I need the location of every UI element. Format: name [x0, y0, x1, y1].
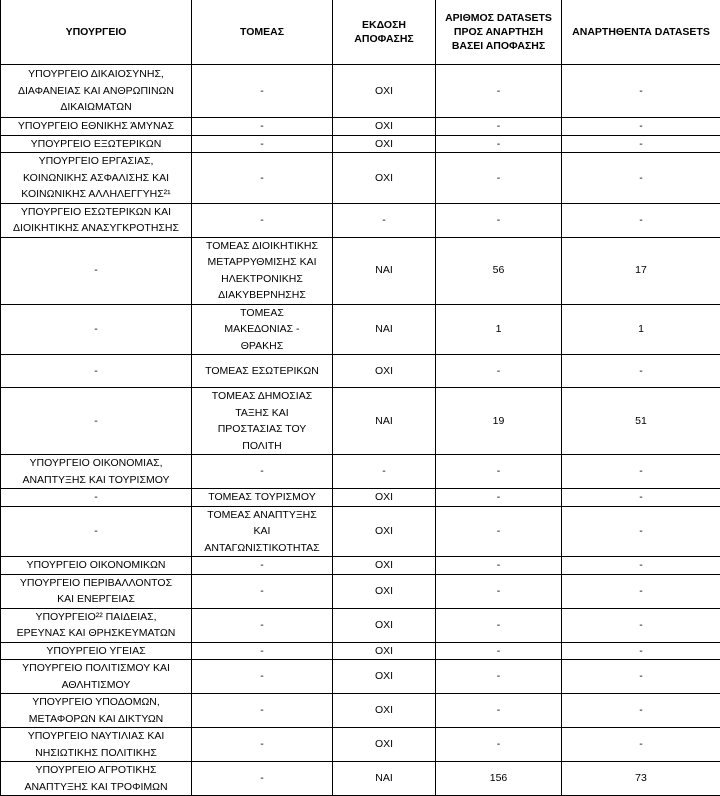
- decision-cell-text: ΟΧΙ: [336, 489, 432, 506]
- decision-cell: [333, 608, 436, 642]
- decision-cell: [333, 728, 436, 762]
- datasets-to-publish-cell-text: -: [439, 736, 558, 753]
- ministry-cell: [1, 489, 192, 507]
- table-row: [1, 506, 720, 557]
- published-datasets-cell: [562, 762, 720, 796]
- ministry-cell-text: ΥΠΟΥΡΓΕΙΟ ΝΑΥΤΙΛΙΑΣ ΚΑΙ ΝΗΣΙΩΤΙΚΗΣ ΠΟΛΙΤΙΚΗΣ: [4, 728, 188, 761]
- sector-cell: [192, 65, 333, 118]
- datasets-to-publish-cell: [436, 608, 562, 642]
- datasets-to-publish-cell: [436, 304, 562, 355]
- decision-cell-text: -: [336, 463, 432, 480]
- ministry-cell-text: ΥΠΟΥΡΓΕΙΟ ΕΣΩΤΕΡΙΚΩΝ ΚΑΙ ΔΙΟΙΚΗΤΙΚΗΣ ΑΝΑΣΥΓΚΡΟΤΗΣΗΣ: [4, 204, 188, 237]
- datasets-to-publish-cell-text: 19: [439, 413, 558, 430]
- published-datasets-cell-text: -: [565, 170, 717, 187]
- decision-cell-text: ΟΧΙ: [336, 136, 432, 153]
- decision-cell: [333, 118, 436, 136]
- sector-cell-text: -: [195, 583, 329, 600]
- ministry-cell-text: ΥΠΟΥΡΓΕΙΟ ΥΠΟΔΟΜΩΝ, ΜΕΤΑΦΟΡΩΝ ΚΑΙ ΔΙΚΤΥΩΝ: [4, 694, 188, 727]
- decision-cell: [333, 660, 436, 694]
- sector-cell: [192, 728, 333, 762]
- ministry-cell: [1, 118, 192, 136]
- decision-cell-text: -: [336, 212, 432, 229]
- decision-cell-text: ΟΧΙ: [336, 170, 432, 187]
- header-decision: ΕΚΔΟΣΗ ΑΠΟΦΑΣΗΣ: [333, 0, 436, 65]
- datasets-to-publish-cell: [436, 355, 562, 388]
- ministry-cell: [1, 642, 192, 660]
- ministry-cell-text: -: [4, 413, 188, 430]
- datasets-to-publish-cell: [436, 118, 562, 136]
- decision-cell: [333, 153, 436, 204]
- ministry-cell-text: ΥΠΟΥΡΓΕΙΟ ΕΘΝΙΚΗΣ ΆΜΥΝΑΣ: [4, 118, 188, 135]
- sector-cell-text: ΤΟΜΕΑΣ ΤΟΥΡΙΣΜΟΥ: [195, 489, 329, 506]
- sector-cell: [192, 762, 333, 796]
- decision-cell-text: ΟΧΙ: [336, 617, 432, 634]
- published-datasets-cell-text: -: [565, 363, 717, 380]
- published-datasets-cell-text: -: [565, 583, 717, 600]
- sector-cell: [192, 388, 333, 455]
- sector-cell-text: -: [195, 170, 329, 187]
- datasets-to-publish-cell: [436, 642, 562, 660]
- published-datasets-cell: [562, 135, 720, 153]
- ministry-cell-text: ΥΠΟΥΡΓΕΙΟ ΥΓΕΙΑΣ: [4, 643, 188, 660]
- decision-cell-text: ΟΧΙ: [336, 118, 432, 135]
- decision-cell-text: ΟΧΙ: [336, 702, 432, 719]
- decision-cell: [333, 203, 436, 237]
- table-row: [1, 388, 720, 455]
- table-row: [1, 118, 720, 136]
- decision-cell: [333, 574, 436, 608]
- datasets-to-publish-cell: [436, 762, 562, 796]
- datasets-to-publish-cell-text: -: [439, 489, 558, 506]
- table-row: [1, 574, 720, 608]
- ministry-cell: [1, 608, 192, 642]
- ministry-cell: [1, 506, 192, 557]
- header-sector: ΤΟΜΕΑΣ: [192, 0, 333, 65]
- sector-cell: [192, 557, 333, 575]
- sector-cell-text: ΤΟΜΕΑΣ ΑΝΑΠΤΥΞΗΣ ΚΑΙ ΑΝΤΑΓΩΝΙΣΤΙΚΟΤΗΤΑΣ: [195, 507, 329, 557]
- sector-cell-text: -: [195, 463, 329, 480]
- datasets-to-publish-cell: [436, 65, 562, 118]
- table-row: [1, 762, 720, 796]
- datasets-to-publish-cell: [436, 203, 562, 237]
- table-row: [1, 355, 720, 388]
- ministry-cell-text: -: [4, 363, 188, 380]
- ministry-cell: [1, 153, 192, 204]
- datasets-to-publish-cell: [436, 489, 562, 507]
- datasets-to-publish-cell: [436, 574, 562, 608]
- published-datasets-cell: [562, 574, 720, 608]
- ministry-cell: [1, 203, 192, 237]
- table-row: [1, 608, 720, 642]
- sector-cell: [192, 455, 333, 489]
- published-datasets-cell: [562, 304, 720, 355]
- datasets-to-publish-cell-text: -: [439, 702, 558, 719]
- sector-cell: [192, 153, 333, 204]
- table-row: [1, 694, 720, 728]
- sector-cell-text: ΤΟΜΕΑΣ ΔΗΜΟΣΙΑΣ ΤΑΞΗΣ ΚΑΙ ΠΡΟΣΤΑΣΙΑΣ ΤΟΥ ΠΟΛΙΤΗ: [195, 388, 329, 454]
- published-datasets-cell: [562, 608, 720, 642]
- published-datasets-cell: [562, 660, 720, 694]
- datasets-to-publish-cell-text: 56: [439, 262, 558, 279]
- decision-cell-text: ΝΑΙ: [336, 770, 432, 787]
- table-row: [1, 489, 720, 507]
- ministry-cell-text: ΥΠΟΥΡΓΕΙΟ²² ΠΑΙΔΕΙΑΣ, ΕΡΕΥΝΑΣ ΚΑΙ ΘΡΗΣΚΕΥΜΑΤΩΝ: [4, 609, 188, 642]
- published-datasets-cell: [562, 557, 720, 575]
- ministry-cell-text: -: [4, 262, 188, 279]
- published-datasets-cell: [562, 237, 720, 304]
- published-datasets-cell: [562, 153, 720, 204]
- ministry-cell: [1, 574, 192, 608]
- decision-cell: [333, 135, 436, 153]
- published-datasets-cell-text: -: [565, 83, 717, 100]
- table-row: [1, 203, 720, 237]
- sector-cell: [192, 304, 333, 355]
- table-row: [1, 642, 720, 660]
- sector-cell: [192, 135, 333, 153]
- sector-cell: [192, 355, 333, 388]
- published-datasets-cell: [562, 455, 720, 489]
- published-datasets-cell-text: -: [565, 118, 717, 135]
- sector-cell: [192, 574, 333, 608]
- datasets-to-publish-cell-text: -: [439, 83, 558, 100]
- table-row: [1, 65, 720, 118]
- decision-cell: [333, 506, 436, 557]
- table-row: [1, 660, 720, 694]
- datasets-to-publish-cell-text: -: [439, 557, 558, 574]
- datasets-to-publish-cell-text: -: [439, 643, 558, 660]
- sector-cell-text: -: [195, 702, 329, 719]
- sector-cell-text: -: [195, 136, 329, 153]
- decision-cell-text: ΟΧΙ: [336, 583, 432, 600]
- datasets-to-publish-cell: [436, 388, 562, 455]
- datasets-to-publish-cell-text: -: [439, 212, 558, 229]
- datasets-to-publish-cell: [436, 237, 562, 304]
- table-row: [1, 135, 720, 153]
- published-datasets-cell-text: -: [565, 643, 717, 660]
- datasets-to-publish-cell-text: -: [439, 136, 558, 153]
- datasets-to-publish-cell: [436, 694, 562, 728]
- sector-cell-text: -: [195, 212, 329, 229]
- ministry-cell-text: -: [4, 523, 188, 540]
- published-datasets-cell-text: 73: [565, 770, 717, 787]
- decision-cell: [333, 642, 436, 660]
- datasets-to-publish-cell: [436, 135, 562, 153]
- decision-cell-text: ΟΧΙ: [336, 668, 432, 685]
- datasets-to-publish-cell-text: -: [439, 617, 558, 634]
- sector-cell-text: -: [195, 557, 329, 574]
- datasets-to-publish-cell-text: -: [439, 170, 558, 187]
- datasets-to-publish-cell: [436, 728, 562, 762]
- datasets-to-publish-cell-text: -: [439, 463, 558, 480]
- sector-cell: [192, 203, 333, 237]
- published-datasets-cell: [562, 642, 720, 660]
- decision-cell: [333, 355, 436, 388]
- ministry-cell-text: -: [4, 321, 188, 338]
- decision-cell-text: ΟΧΙ: [336, 363, 432, 380]
- datasets-to-publish-cell-text: -: [439, 523, 558, 540]
- decision-cell: [333, 65, 436, 118]
- published-datasets-cell: [562, 728, 720, 762]
- published-datasets-cell-text: 1: [565, 321, 717, 338]
- decision-cell: [333, 455, 436, 489]
- ministry-cell-text: ΥΠΟΥΡΓΕΙΟ ΟΙΚΟΝΟΜΙΑΣ, ΑΝΑΠΤΥΞΗΣ ΚΑΙ ΤΟΥΡΙΣΜΟΥ: [4, 455, 188, 488]
- decision-cell-text: ΟΧΙ: [336, 736, 432, 753]
- ministry-cell: [1, 728, 192, 762]
- ministry-cell-text: ΥΠΟΥΡΓΕΙΟ ΟΙΚΟΝΟΜΙΚΩΝ: [4, 557, 188, 574]
- table-row: [1, 153, 720, 204]
- table-body: [1, 65, 720, 796]
- ministry-cell-text: ΥΠΟΥΡΓΕΙΟ ΠΕΡΙΒΑΛΛΟΝΤΟΣ ΚΑΙ ΕΝΕΡΓΕΙΑΣ: [4, 575, 188, 608]
- sector-cell-text: -: [195, 668, 329, 685]
- published-datasets-cell: [562, 65, 720, 118]
- decision-cell-text: ΝΑΙ: [336, 413, 432, 430]
- datasets-to-publish-cell: [436, 455, 562, 489]
- sector-cell-text: -: [195, 83, 329, 100]
- header-published-datasets: ΑΝΑΡΤΗΘΕΝΤΑ DATASETS: [562, 0, 720, 65]
- published-datasets-cell: [562, 388, 720, 455]
- ministry-cell: [1, 237, 192, 304]
- header-datasets-to-publish: ΑΡΙΘΜΟΣ DATASETS ΠΡΟΣ ΑΝΑΡΤΗΣΗ ΒΑΣΕΙ ΑΠΟΦΑΣΗΣ: [436, 0, 562, 65]
- header-row: [1, 0, 720, 65]
- decision-cell-text: ΟΧΙ: [336, 643, 432, 660]
- datasets-to-publish-cell: [436, 153, 562, 204]
- published-datasets-cell-text: 17: [565, 262, 717, 279]
- published-datasets-cell: [562, 203, 720, 237]
- table-row: [1, 557, 720, 575]
- sector-cell: [192, 506, 333, 557]
- published-datasets-cell-text: -: [565, 136, 717, 153]
- published-datasets-cell-text: -: [565, 617, 717, 634]
- sector-cell-text: ΤΟΜΕΑΣ ΜΑΚΕΔΟΝΙΑΣ - ΘΡΑΚΗΣ: [195, 305, 329, 355]
- datasets-to-publish-cell: [436, 506, 562, 557]
- ministry-cell: [1, 304, 192, 355]
- published-datasets-cell-text: -: [565, 523, 717, 540]
- published-datasets-cell-text: -: [565, 212, 717, 229]
- sector-cell-text: -: [195, 617, 329, 634]
- decision-cell-text: ΟΧΙ: [336, 557, 432, 574]
- published-datasets-cell: [562, 355, 720, 388]
- sector-cell: [192, 237, 333, 304]
- sector-cell: [192, 489, 333, 507]
- datasets-to-publish-cell-text: -: [439, 668, 558, 685]
- sector-cell-text: -: [195, 736, 329, 753]
- published-datasets-cell-text: -: [565, 489, 717, 506]
- published-datasets-cell-text: -: [565, 463, 717, 480]
- decision-cell-text: ΝΑΙ: [336, 262, 432, 279]
- published-datasets-cell-text: -: [565, 702, 717, 719]
- datasets-to-publish-cell-text: 156: [439, 770, 558, 787]
- decision-cell: [333, 388, 436, 455]
- header-ministry: ΥΠΟΥΡΓΕΙΟ: [1, 0, 192, 65]
- published-datasets-cell: [562, 489, 720, 507]
- datasets-to-publish-cell-text: 1: [439, 321, 558, 338]
- ministry-cell-text: ΥΠΟΥΡΓΕΙΟ ΕΞΩΤΕΡΙΚΩΝ: [4, 136, 188, 153]
- decision-cell: [333, 694, 436, 728]
- decision-cell: [333, 237, 436, 304]
- decision-cell: [333, 489, 436, 507]
- table-row: [1, 455, 720, 489]
- ministry-cell-text: ΥΠΟΥΡΓΕΙΟ ΑΓΡΟΤΙΚΗΣ ΑΝΑΠΤΥΞΗΣ ΚΑΙ ΤΡΟΦΙΜΩΝ: [4, 762, 188, 795]
- ministry-cell: [1, 65, 192, 118]
- sector-cell-text: -: [195, 770, 329, 787]
- sector-cell: [192, 118, 333, 136]
- published-datasets-cell-text: -: [565, 557, 717, 574]
- decision-cell-text: ΟΧΙ: [336, 523, 432, 540]
- table-row: [1, 304, 720, 355]
- published-datasets-cell-text: -: [565, 736, 717, 753]
- datasets-to-publish-cell: [436, 660, 562, 694]
- ministry-cell: [1, 455, 192, 489]
- datasets-to-publish-cell-text: -: [439, 363, 558, 380]
- published-datasets-cell-text: -: [565, 668, 717, 685]
- ministry-cell-text: ΥΠΟΥΡΓΕΙΟ ΠΟΛΙΤΙΣΜΟΥ ΚΑΙ ΑΘΛΗΤΙΣΜΟΥ: [4, 660, 188, 693]
- published-datasets-cell: [562, 506, 720, 557]
- decision-cell: [333, 557, 436, 575]
- ministry-cell: [1, 135, 192, 153]
- sector-cell-text: -: [195, 643, 329, 660]
- published-datasets-cell: [562, 118, 720, 136]
- table-row: [1, 237, 720, 304]
- ministry-cell-text: ΥΠΟΥΡΓΕΙΟ ΔΙΚΑΙΟΣΥΝΗΣ, ΔΙΑΦΑΝΕΙΑΣ ΚΑΙ ΑΝΘΡΩΠΙΝΩΝ ΔΙΚΑΙΩΜΑΤΩΝ: [4, 66, 188, 116]
- datasets-to-publish-cell-text: -: [439, 118, 558, 135]
- sector-cell: [192, 694, 333, 728]
- sector-cell: [192, 642, 333, 660]
- ministry-cell: [1, 355, 192, 388]
- ministry-cell: [1, 557, 192, 575]
- published-datasets-cell-text: 51: [565, 413, 717, 430]
- ministry-cell: [1, 762, 192, 796]
- table-row: [1, 728, 720, 762]
- decision-cell: [333, 304, 436, 355]
- sector-cell: [192, 660, 333, 694]
- sector-cell-text: ΤΟΜΕΑΣ ΕΣΩΤΕΡΙΚΩΝ: [195, 363, 329, 380]
- ministry-cell: [1, 694, 192, 728]
- sector-cell-text: ΤΟΜΕΑΣ ΔΙΟΙΚΗΤΙΚΗΣ ΜΕΤΑΡΡΥΘΜΙΣΗΣ ΚΑΙ ΗΛΕΚΤΡΟΝΙΚΗΣ ΔΙΑΚΥΒΕΡΝΗΣΗΣ: [195, 238, 329, 304]
- decision-cell-text: ΝΑΙ: [336, 321, 432, 338]
- datasets-to-publish-cell: [436, 557, 562, 575]
- ministry-cell: [1, 388, 192, 455]
- sector-cell-text: -: [195, 118, 329, 135]
- decision-cell: [333, 762, 436, 796]
- published-datasets-cell: [562, 694, 720, 728]
- ministry-cell-text: -: [4, 489, 188, 506]
- sector-cell: [192, 608, 333, 642]
- ministry-cell-text: ΥΠΟΥΡΓΕΙΟ ΕΡΓΑΣΙΑΣ, ΚΟΙΝΩΝΙΚΗΣ ΑΣΦΑΛΙΣΗΣ ΚΑΙ ΚΟΙΝΩΝΙΚΗΣ ΑΛΛΗΛΕΓΓΥΗΣ²¹: [4, 153, 188, 203]
- ministry-cell: [1, 660, 192, 694]
- datasets-to-publish-cell-text: -: [439, 583, 558, 600]
- decision-cell-text: ΟΧΙ: [336, 83, 432, 100]
